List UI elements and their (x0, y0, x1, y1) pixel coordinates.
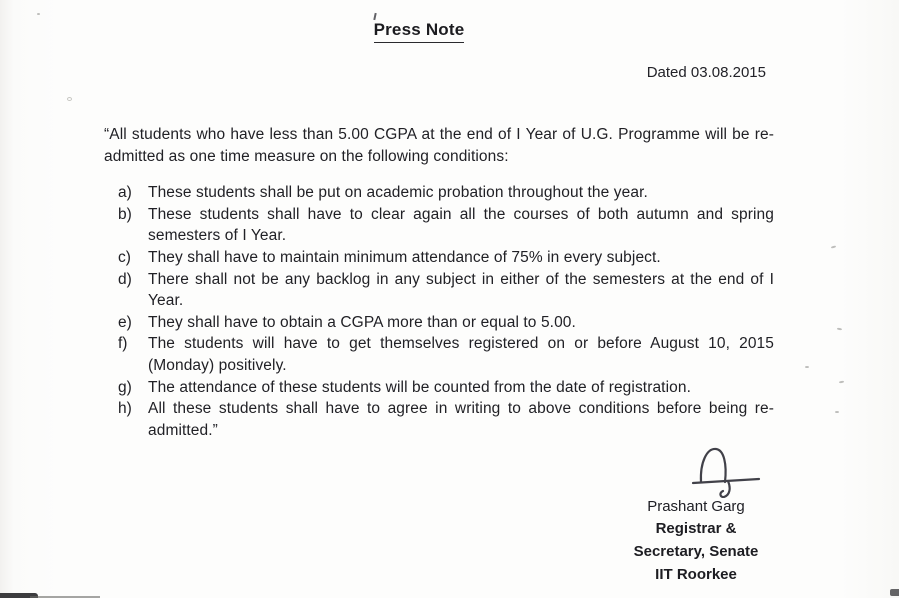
list-item (104, 182, 774, 204)
list-text: The attendance of these students will be counted from the date of registration. (148, 378, 691, 396)
list-text: These students shall be put on academic probation throughout the year. (148, 184, 648, 202)
list-item (104, 377, 774, 399)
list-marker: f) (118, 335, 128, 353)
list-text: There shall not be any backlog in any subject in either of the semesters at the end of I Year. (148, 270, 774, 310)
conditions-list (104, 182, 774, 441)
signatory-title-line1: Registrar & (655, 520, 737, 537)
list-item (104, 312, 774, 334)
page-title: Press Note (374, 20, 465, 43)
scan-speck (837, 328, 842, 331)
signature-block (601, 442, 791, 586)
scan-speck (835, 411, 839, 413)
list-marker: c) (118, 248, 131, 266)
scan-speck (805, 366, 809, 368)
list-marker: d) (118, 270, 132, 288)
signature-icon (689, 442, 767, 498)
scan-edge-artifact (890, 589, 899, 596)
list-marker: g) (118, 378, 132, 396)
list-text: They shall have to maintain minimum attendance of 75% in every subject. (148, 248, 661, 266)
date-line: Dated 03.08.2015 (646, 64, 766, 81)
signatory-title-line3: IIT Roorkee (655, 566, 737, 583)
scan-speck (67, 97, 72, 101)
list-item (104, 204, 774, 247)
list-marker: a) (118, 184, 132, 202)
signatory-name: Prashant Garg (647, 498, 745, 515)
list-marker: h) (118, 400, 132, 418)
list-item (104, 333, 774, 376)
list-item (104, 269, 774, 312)
document-body (104, 124, 774, 441)
scan-speck (37, 13, 40, 15)
list-item (104, 247, 774, 269)
list-text: These students shall have to clear again all the courses of both autumn and spring semesters of I Year. (148, 205, 774, 245)
list-item (104, 398, 774, 441)
list-marker: e) (118, 313, 132, 331)
signatory-title-line2: Secretary, Senate (633, 543, 759, 560)
list-text: The students will have to get themselves registered on or before August 10, 2015 (Monday) positively. (148, 335, 774, 374)
list-marker: b) (118, 205, 132, 223)
list-text: All these students shall have to agree in writing to above conditions before being re-admitted.” (148, 400, 774, 439)
title-row (0, 20, 838, 43)
list-text: They shall have to obtain a CGPA more than or equal to 5.00. (148, 313, 576, 331)
scan-speck (831, 245, 836, 248)
intro-paragraph: “All students who have less than 5.00 CGPA at the end of I Year of U.G. Programme will be re-admitted as one time measure on the following conditions: (104, 126, 774, 165)
scan-speck (839, 381, 844, 384)
